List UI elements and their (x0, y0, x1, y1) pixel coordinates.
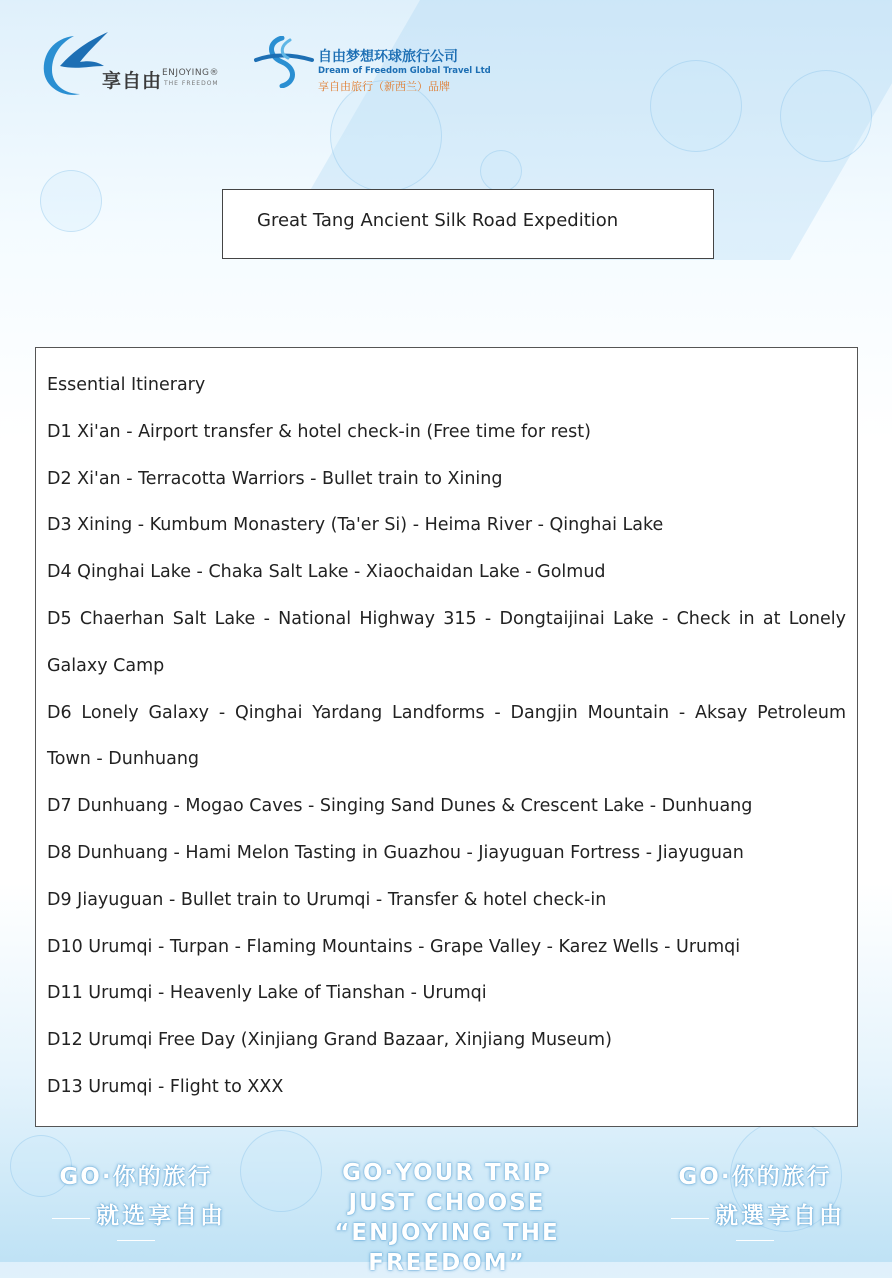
company-chinese-name: 自由梦想环球旅行公司 (318, 49, 458, 65)
itinerary-item: D3 Xining - Kumbum Monastery (Ta'er Si) - Heima River - Qinghai Lake (47, 515, 664, 536)
swallow-logo-icon (40, 30, 110, 100)
background-bubble (650, 60, 742, 152)
enjoying-freedom-logo (40, 30, 230, 100)
itinerary-item: D4 Qinghai Lake - Chaka Salt Lake - Xiaochaidan Lake - Golmud (47, 562, 606, 583)
footer-slogan-right (650, 1158, 860, 1249)
slogan-rule (736, 1240, 774, 1241)
itinerary-item: D12 Urumqi Free Day (Xinjiang Grand Bazaar, Xinjiang Museum) (47, 1030, 612, 1051)
logo-english-name: ENJOYING® (162, 68, 220, 78)
itinerary-item: D2 Xi'an - Terracotta Warriors - Bullet train to Xining (47, 468, 503, 489)
logo-chinese-name: 享自由 (102, 70, 163, 92)
footer-slogan-middle (262, 1158, 632, 1278)
itinerary-heading: Essential Itinerary (47, 375, 206, 395)
itinerary-box (35, 347, 858, 1127)
itinerary-item: D7 Dunhuang - Mogao Caves - Singing Sand Dunes & Crescent Lake - Dunhuang (47, 796, 753, 817)
slogan-rule (117, 1240, 155, 1241)
background-bubble (40, 170, 102, 232)
slogan-rule (671, 1218, 709, 1219)
itinerary-item: D13 Urumqi - Flight to XXX (47, 1076, 284, 1097)
logo-english-subtitle: THE FREEDOM (164, 80, 219, 87)
slogan-line: GO·你的旅行 (678, 1164, 832, 1190)
itinerary-item: D6 Lonely Galaxy - Qinghai Yardang Landforms - Dangjin Mountain - Aksay Petroleum (47, 702, 846, 723)
ribbon-logo-icon (252, 36, 316, 88)
title-box (222, 189, 714, 259)
itinerary-item: D8 Dunhuang - Hami Melon Tasting in Guazhou - Jiayuguan Fortress - Jiayuguan (47, 842, 744, 863)
itinerary-item: D10 Urumqi - Turpan - Flaming Mountains - Grape Valley - Karez Wells - Urumqi (47, 936, 741, 957)
company-english-name: Dream of Freedom Global Travel Ltd (318, 66, 491, 76)
slogan-line: JUST CHOOSE (348, 1190, 546, 1216)
company-brand-note: 享自由旅行（新西兰）品牌 (318, 80, 450, 93)
itinerary-item: D11 Urumqi - Heavenly Lake of Tianshan - Urumqi (47, 983, 487, 1004)
page-title: Great Tang Ancient Silk Road Expedition (257, 210, 619, 231)
itinerary-item-continuation: Galaxy Camp (47, 655, 165, 676)
itinerary-item-continuation: Town - Dunhuang (47, 749, 200, 770)
dream-of-freedom-logo (252, 36, 492, 96)
slogan-line: 就选享自由 (96, 1203, 226, 1229)
background-bubble (480, 150, 522, 192)
slogan-line: GO·你的旅行 (59, 1164, 213, 1190)
itinerary-item: D1 Xi'an - Airport transfer & hotel check-in (Free time for rest) (47, 421, 591, 442)
background-bubble (780, 70, 872, 162)
slogan-line: 就選享自由 (715, 1203, 845, 1229)
footer-slogan-left (36, 1158, 236, 1249)
slogan-rule (52, 1218, 90, 1219)
itinerary-item: D9 Jiayuguan - Bullet train to Urumqi - Transfer & hotel check-in (47, 889, 607, 910)
slogan-line: “ENJOYING THE FREEDOM” (334, 1220, 560, 1276)
background-bubble (330, 80, 442, 192)
itinerary-item: D5 Chaerhan Salt Lake - National Highway 315 - Dongtaijinai Lake - Check in at Lonely (47, 608, 846, 629)
slogan-line: GO·YOUR TRIP (342, 1160, 552, 1186)
